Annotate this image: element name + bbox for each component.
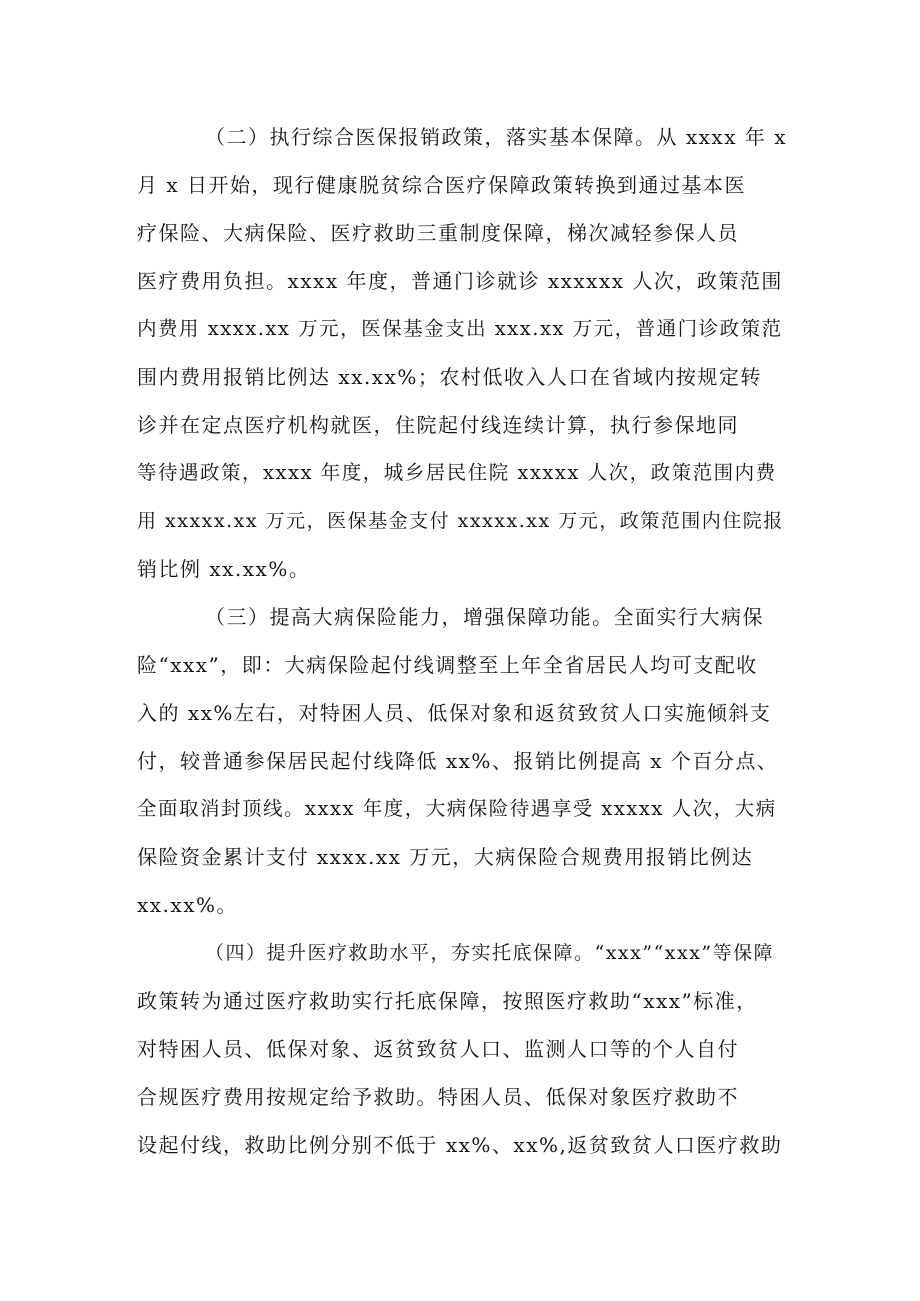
paragraph-basic-medical-insurance [137,113,787,593]
text-line: 设起付线，救助比例分别不低于 xx%、xx%,返贫致贫人口医疗救助 [137,1133,783,1157]
text-line: （二）执行综合医保报销政策，落实基本保障。从 xxxx 年 x [205,125,787,149]
text-line: 付，较普通参保居民起付线降低 xx%、报销比例提高 x 个百分点、 [137,749,779,773]
text-line: 入的 xx%左右，对特困人员、低保对象和返贫致贫人口实施倾斜支 [137,701,772,725]
document-body [137,113,787,1169]
text-line: 销比例 xx.xx%。 [137,557,311,581]
text-line: 月 x 日开始，现行健康脱贫综合医疗保障政策转换到通过基本医 [137,173,746,197]
text-line: 等待遇政策，xxxx 年度，城乡居民住院 xxxxx 人次，政策范围内费 [137,461,777,484]
text-line: xx.xx%。 [137,893,238,917]
text-line: 疗保险、大病保险、医疗救助三重制度保障，梯次减轻参保人员 [137,221,739,245]
text-line: 政策转为通过医疗救助实行托底保障，按照医疗救助“xxx”标准， [137,989,758,1013]
text-line: 围内费用报销比例达 xx.xx%；农村低收入人口在省域内按规定转 [137,365,762,389]
text-line: 合规医疗费用按规定给予救助。特困人员、低保对象医疗救助不 [137,1085,739,1109]
text-line: 险“xxx”，即：大病保险起付线调整至上年全省居民人均可支配收 [137,653,758,677]
paragraph-critical-illness-insurance [137,593,787,929]
text-line: 保险资金累计支付 xxxx.xx 万元，大病保险合规费用报销比例达 [137,845,754,869]
paragraph-medical-assistance [137,929,787,1169]
text-line: 全面取消封顶线。xxxx 年度，大病保险待遇享受 xxxxx 人次，大病 [137,797,777,820]
text-line: 医疗费用负担。xxxx 年度，普通门诊就诊 xxxxxx 人次，政策范围 [137,269,783,293]
text-line: （三）提高大病保险能力，增强保障功能。全面实行大病保 [205,605,764,629]
text-line: （四）提升医疗救助水平，夯实托底保障。“xxx”“xxx”等保障 [205,942,775,964]
text-line: 诊并在定点医疗机构就医，住院起付线连续计算，执行参保地同 [137,413,739,437]
text-line: 对特困人员、低保对象、返贫致贫人口、监测人口等的个人自付 [137,1037,739,1061]
text-line: 内费用 xxxx.xx 万元，医保基金支出 xxx.xx 万元，普通门诊政策范 [137,317,783,340]
text-line: 用 xxxxx.xx 万元，医保基金支付 xxxxx.xx 万元，政策范围内住院报 [137,510,784,532]
